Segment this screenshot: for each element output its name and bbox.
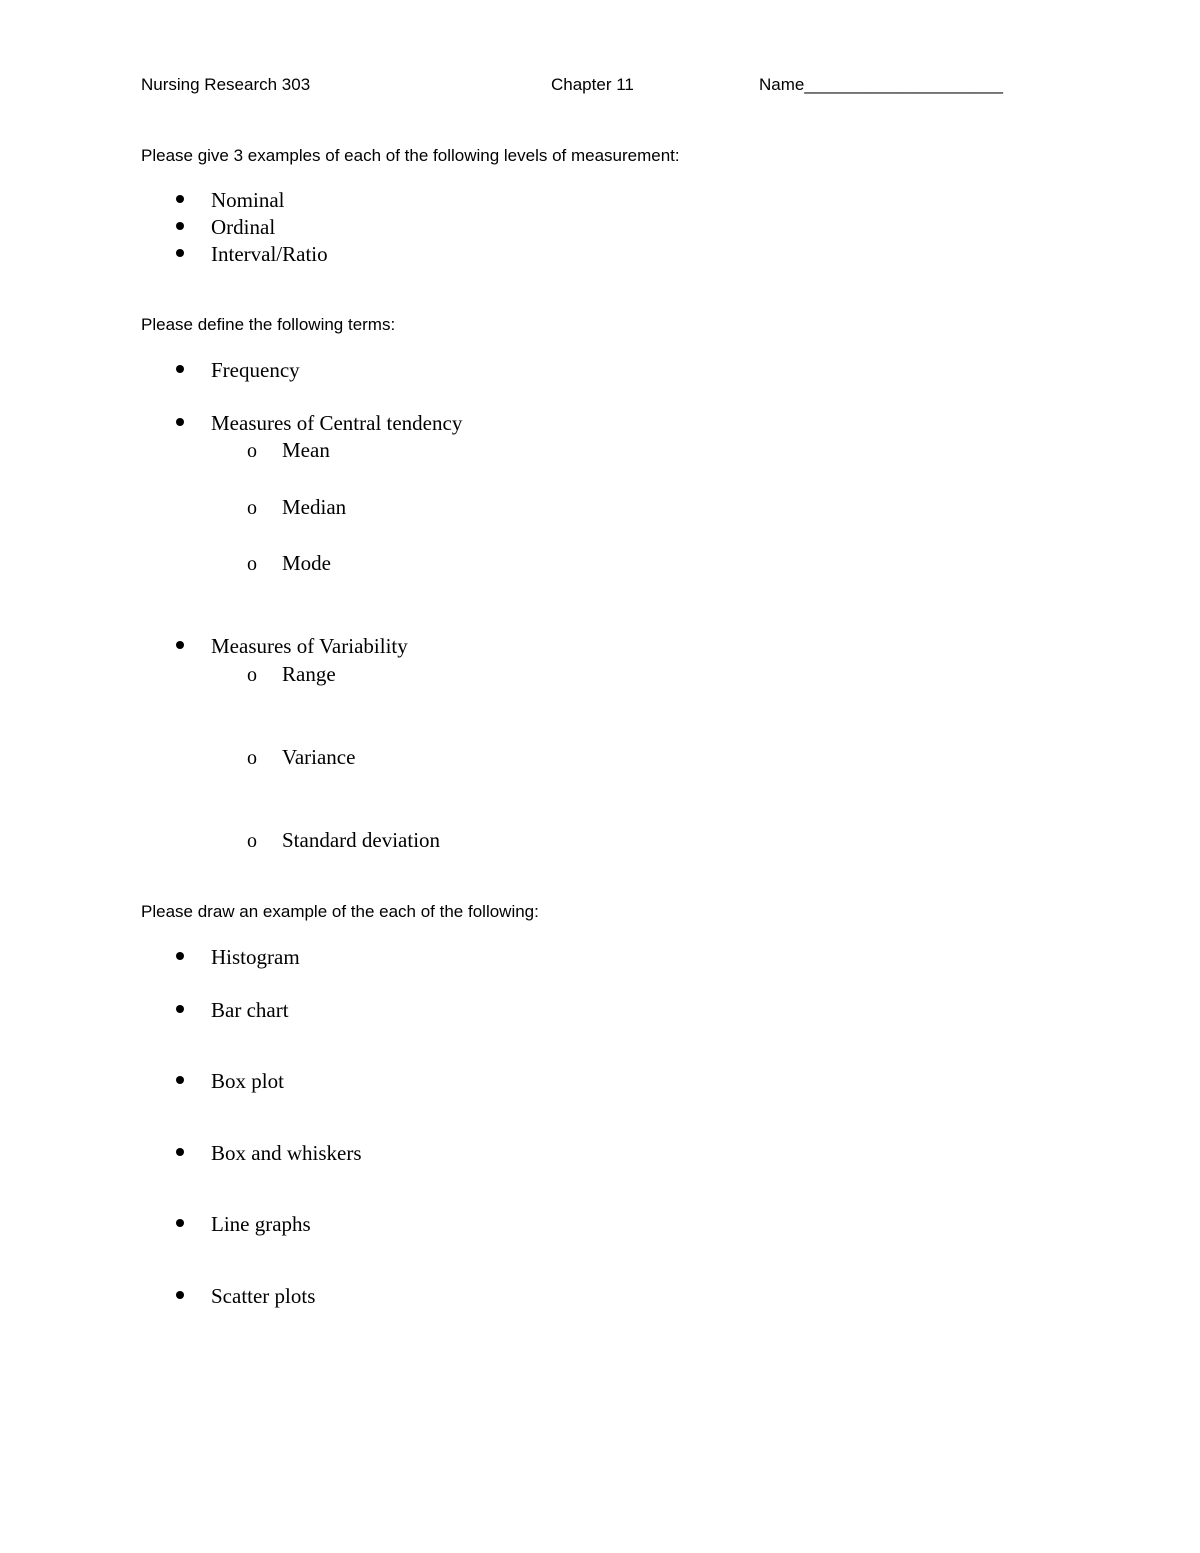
hollow-bullet-icon: o xyxy=(247,553,257,575)
list-item-label: Nominal xyxy=(211,188,285,212)
course-title: Nursing Research 303 xyxy=(141,75,311,94)
list-item-label: Frequency xyxy=(211,358,300,382)
bullet-icon xyxy=(176,952,184,960)
bullet-icon xyxy=(176,365,184,373)
hollow-bullet-icon: o xyxy=(247,497,257,519)
sublist-item-label: Mean xyxy=(282,438,330,462)
list-item-label: Bar chart xyxy=(211,998,289,1022)
section-3-prompt: Please draw an example of the each of the following: xyxy=(141,902,539,921)
list-item-label: Measures of Central tendency xyxy=(211,411,463,435)
list-item-label: Line graphs xyxy=(211,1212,311,1236)
sublist-item-label: Mode xyxy=(282,551,331,575)
sublist-item-label: Range xyxy=(282,662,336,686)
hollow-bullet-icon: o xyxy=(247,440,257,462)
bullet-icon xyxy=(176,1219,184,1227)
sublist-item-label: Standard deviation xyxy=(282,828,441,852)
sublist-item-label: Variance xyxy=(282,745,356,769)
bullet-icon xyxy=(176,249,184,257)
section-1-prompt: Please give 3 examples of each of the following levels of measurement: xyxy=(141,146,680,165)
list-item-label: Box and whiskers xyxy=(211,1141,362,1165)
bullet-icon xyxy=(176,418,184,426)
list-item-label: Histogram xyxy=(211,945,300,969)
bullet-icon xyxy=(176,1076,184,1084)
list-item-label: Interval/Ratio xyxy=(211,242,328,266)
list-item-label: Measures of Variability xyxy=(211,634,408,658)
list-item-label: Box plot xyxy=(211,1069,284,1093)
hollow-bullet-icon: o xyxy=(247,664,257,686)
sublist-item-label: Median xyxy=(282,495,347,519)
bullet-icon xyxy=(176,1005,184,1013)
bullet-icon xyxy=(176,641,184,649)
list-item-label: Scatter plots xyxy=(211,1284,316,1308)
chapter-label: Chapter 11 xyxy=(551,75,634,94)
list-item-label: Ordinal xyxy=(211,215,276,239)
bullet-icon xyxy=(176,1148,184,1156)
section-2-prompt: Please define the following terms: xyxy=(141,315,396,334)
hollow-bullet-icon: o xyxy=(247,830,257,852)
bullet-icon xyxy=(176,222,184,230)
name-field-label: Name_____________________ xyxy=(759,75,1003,94)
hollow-bullet-icon: o xyxy=(247,747,257,769)
bullet-icon xyxy=(176,195,184,203)
bullet-icon xyxy=(176,1291,184,1299)
